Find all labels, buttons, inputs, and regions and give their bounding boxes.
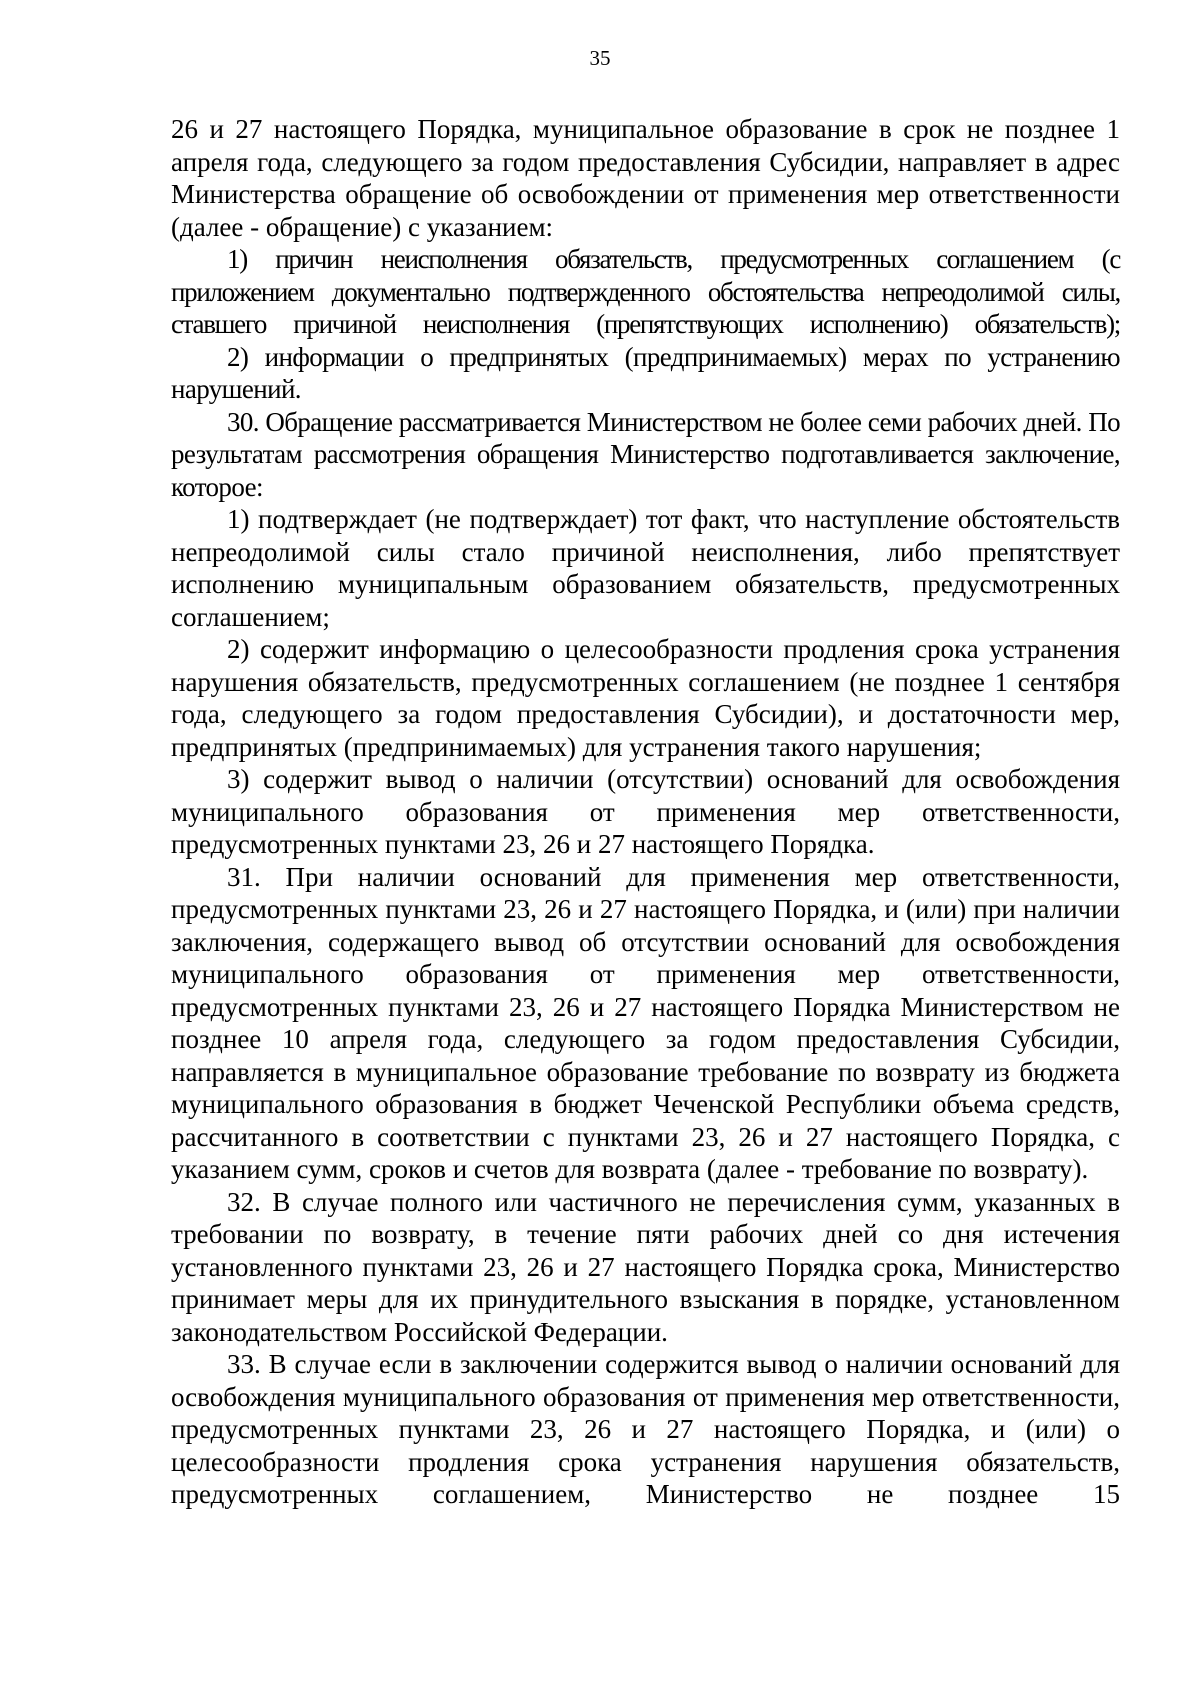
paragraph-30-item-2: 2) содержит информацию о целесообразности продления срока устранения нарушения обязательств, предусмотренных соглашением (не позднее 1 сентября года, следующего за годом предоставления Субсидии), и достаточности мер, предпринятых (предпринимаемых) для устранения такого нарушения; [171, 634, 1120, 762]
paragraph-30: 30. Обращение рассматривается Министерством не более семи рабочих дней. По результатам рассмотрения обращения Министерство подготавливается заключение, которое: [171, 406, 1120, 502]
paragraph-30-item-3: 3) содержит вывод о наличии (отсутствии) оснований для освобождения муниципального образования от применения мер ответственности, предусмотренных пунктами 23, 26 и 27 настоящего Порядка. [171, 764, 1120, 859]
paragraph-32: 32. В случае полного или частичного не перечисления сумм, указанных в требовании по возврату, в течение пяти рабочих дней со дня истечения установленного пунктами 23, 26 и 27 настоящего Порядка срока, Министерство принимает меры для их принудительного взыскания в порядке, установленном законодательством Российской Федерации. [171, 1186, 1120, 1347]
paragraph-33: 33. В случае если в заключении содержится вывод о наличии оснований для освобождения муниципального образования от применения мер ответственности, предусмотренных пунктами 23, 26 и 27 настоящего Порядка, и (или) о целесообразности продления срока устранения нарушения обязательств, предусмотренных соглашением, Министерство не позднее 15 [171, 1349, 1120, 1509]
page-number: 35 [589, 46, 611, 70]
document-body [171, 113, 1120, 1511]
paragraph-continuation: 26 и 27 настоящего Порядка, муниципальное образование в срок не позднее 1 апреля года, следующего за годом предоставления Субсидии, направляет в адрес Министерства обращение об освобождении от применения мер ответственности (далее - обращение) с указанием: [171, 114, 1120, 242]
paragraph-30-item-1: 1) подтверждает (не подтверждает) тот факт, что наступление обстоятельств непреодолимой силы стало причиной неисполнения, либо препятствует исполнению муниципальным образованием обязательств, предусмотренных соглашением; [171, 504, 1120, 632]
paragraph-item-2-measures: 2) информации о предпринятых (предпринимаемых) мерах по устранению нарушений. [171, 341, 1120, 404]
paragraph-item-1-causes: 1) причин неисполнения обязательств, предусмотренных соглашением (с приложением документально подтвержденного обстоятельства непреодолимой силы, ставшего причиной неисполнения (препятствующих исполнению) обязательств); [171, 244, 1120, 339]
paragraph-31: 31. При наличии оснований для применения мер ответственности, предусмотренных пунктами 23, 26 и 27 настоящего Порядка, и (или) при наличии заключения, содержащего вывод об отсутствии оснований для освобождения муниципального образования от применения мер ответственности, предусмотренных пунктами 23, 26 и 27 настоящего Порядка Министерством не позднее 10 апреля года, следующего за годом предоставления Субсидии, направляется в муниципальное образование требование по возврату из бюджета муниципального образования в бюджет Чеченской Республики объема средств, рассчитанного в соответствии с пунктами 23, 26 и 27 настоящего Порядка, с указанием сумм, сроков и счетов для возврата (далее - требование по возврату). [171, 861, 1120, 1184]
